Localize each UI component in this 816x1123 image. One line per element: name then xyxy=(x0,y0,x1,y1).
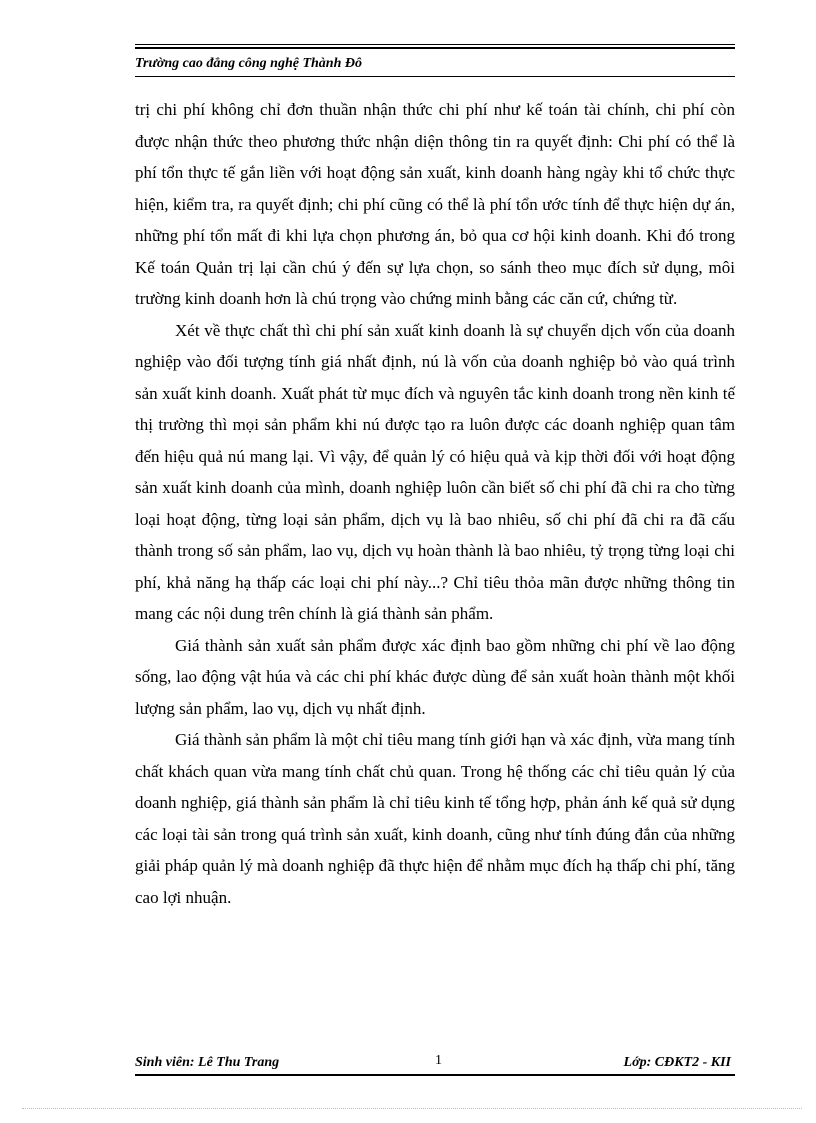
paragraph-3: Giá thành sản xuất sản phẩm được xác định bao gồm những chi phí về lao động sống, lao động vật húa và các chi phí khác được dùng để sản xuất hoàn thành một khối lượng sản phẩm, lao vụ, dịch vụ nhất định. xyxy=(135,635,735,718)
footer-page-number: 1 xyxy=(435,1053,442,1068)
header-rule-bottom xyxy=(135,76,735,77)
paragraph-4: Giá thành sản phẩm là một chỉ tiêu mang tính giới hạn và xác định, vừa mang tính chất khách quan vừa mang tính chất chủ quan. Trong hệ thống các chỉ tiêu quản lý của doanh nghiệp, giá thành sản phẩm là chỉ tiêu kinh tế tổng hợp, phản ánh kế quả sử dụng các loại tài sản trong quá trình sản xuất, kinh doanh, cũng như tính đúng đắn của những giải pháp quản lý mà doanh nghiệp đã thực hiện để nhằm mục đích hạ thấp chi phí, tăng cao lợi nhuận. xyxy=(135,730,735,907)
header-rule-double xyxy=(135,47,735,49)
footer-student: Sinh viên: Lê Thu Trang xyxy=(135,1055,280,1070)
body-text xyxy=(135,94,735,913)
header-school-name: Trường cao đẳng công nghệ Thành Đô xyxy=(135,56,362,71)
page-footer xyxy=(135,1052,735,1076)
header-rule-top xyxy=(135,44,735,45)
page-header xyxy=(135,44,735,77)
page-bottom-divider xyxy=(22,1108,802,1109)
paragraph-1: trị chi phí không chỉ đơn thuần nhận thức chi phí như kế toán tài chính, chi phí còn được nhận thức theo phương thức nhận diện thông tin ra quyết định: Chi phí có thể là phí tổn thực tế gắn liền với hoạt động sản xuất, kinh doanh hàng ngày khi tổ chức thực hiện, kiểm tra, ra quyết định; chi phí cũng có thể là phí tổn ước tính để thực hiện dự án, những phí tổn mất đi khi lựa chọn phương án, bỏ qua cơ hội kinh doanh. Khi đó trong Kế toán Quản trị lại cần chú ý đến sự lựa chọn, so sánh theo mục đích sử dụng, môi trường kinh doanh hơn là chú trọng vào chứng minh bằng các căn cứ, chứng từ. xyxy=(135,100,735,308)
paragraph-2: Xét về thực chất thì chi phí sản xuất kinh doanh là sự chuyển dịch vốn của doanh nghiệp vào đối tượng tính giá nhất định, nú là vốn của doanh nghiệp bỏ vào quá trình sản xuất kinh doanh. Xuất phát từ mục đích và nguyên tắc kinh doanh trong nền kinh tế thị trường thì mọi sản phẩm khi nú được tạo ra luôn được các doanh nghiệp quan tâm đến hiệu quả nú mang lại. Vì vậy, để quản lý có hiệu quả và kịp thời đối với hoạt động sản xuất kinh doanh của mình, doanh nghiệp luôn cần biết số chi phí đã chi ra cho từng loại hoạt động, từng loại sản phẩm, dịch vụ là bao nhiêu, số chi phí đã chi ra đã cấu thành trong số sản phẩm, lao vụ, dịch vụ hoàn thành là bao nhiêu, tỷ trọng từng loại chi phí, khả năng hạ thấp các loại chi phí này...? Chỉ tiêu thỏa mãn được những thông tin mang các nội dung trên chính là giá thành sản phẩm. xyxy=(135,320,735,623)
footer-class: Lớp: CĐKT2 - KII xyxy=(623,1055,731,1070)
